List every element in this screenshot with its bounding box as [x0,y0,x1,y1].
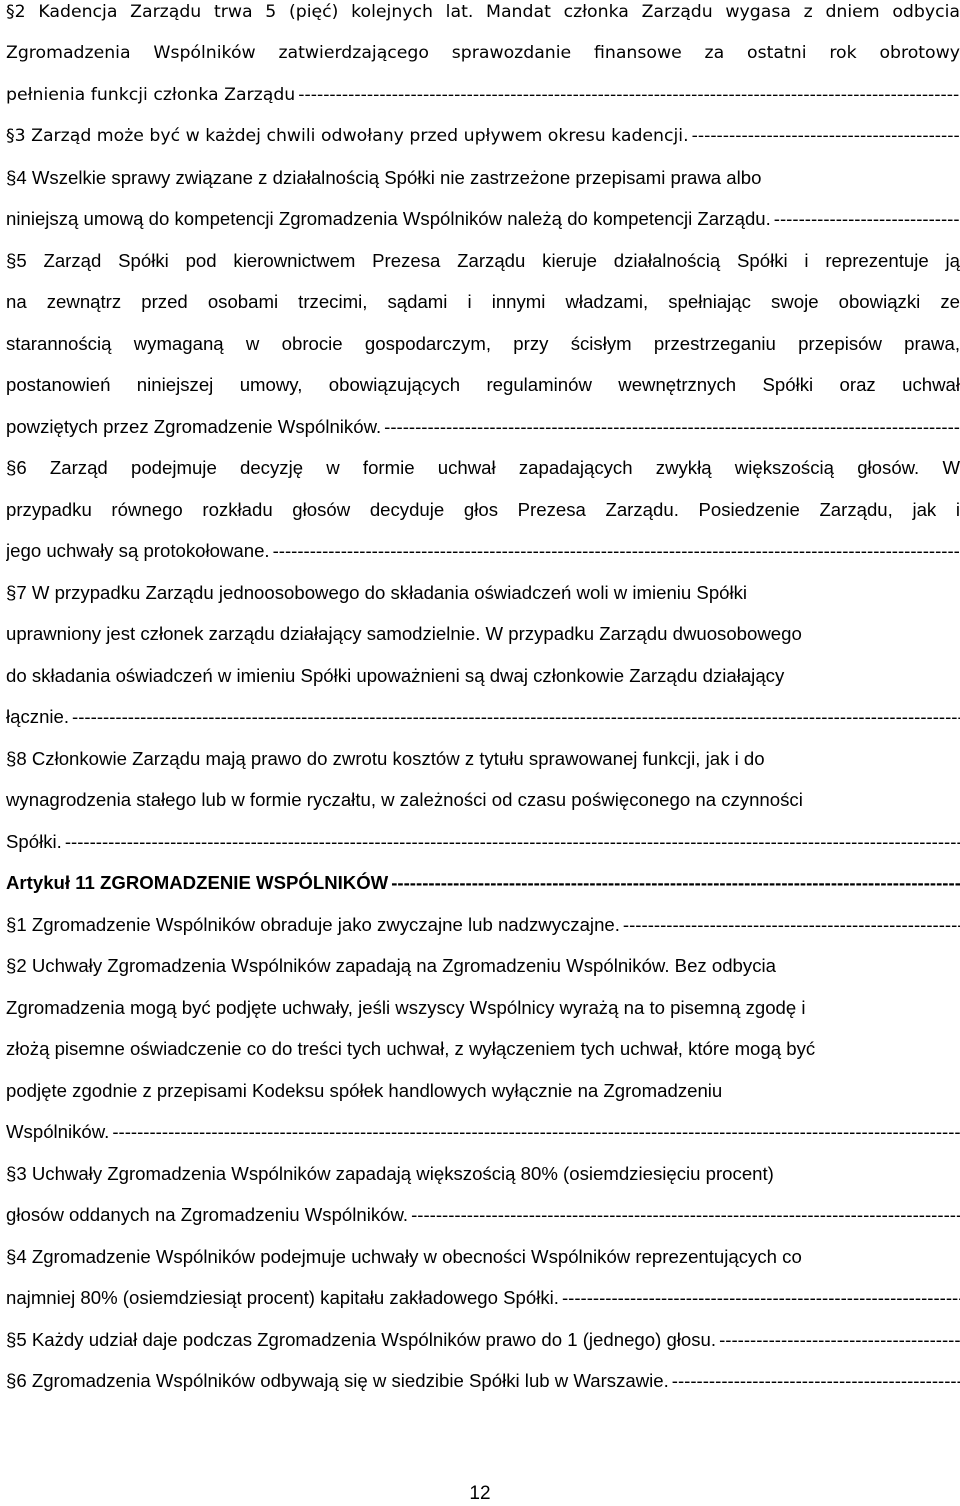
text-line: Zgromadzenia Wspólników zatwierdzającego sprawozdanie finansowe za ostatni rok obrotowy [6,43,960,63]
text-line: §3 Zarząd może być w każdej chwili odwołany przed upływem okresu kadencji. ----- [6,121,960,151]
text-line: na zewnątrz przed osobami trzecimi, sądami i innymi władzami, spełniając swoje obowiązki ze [6,291,960,312]
text-line: Spółki. ----- [6,827,960,857]
text-line: §1 Zgromadzenie Wspólników obraduje jako zwyczajne lub nadzwyczajne. ----- [6,910,960,940]
text-line: §7 W przypadku Zarządu jednoosobowego do składania oświadczeń woli w imieniu Spółki [6,582,748,603]
text-line: najmniej 80% (osiemdziesiąt procent) kapitału zakładowego Spółki. ----- [6,1283,960,1313]
text-line: złożą pisemne oświadczenie co do treści tych uchwał, z wyłączeniem tych uchwał, które mogą być [6,1038,816,1059]
text-line: §2 Uchwały Zgromadzenia Wspólników zapadają na Zgromadzeniu Wspólników. Bez odbycia [6,955,776,976]
text-line: §2 Kadencja Zarządu trwa 5 (pięć) kolejnych lat. Mandat członka Zarządu wygasa z dniem odbycia [6,2,960,22]
text-line: §8 Członkowie Zarządu mają prawo do zwrotu kosztów z tytułu sprawowanej funkcji, jak i do [6,748,765,769]
text-line: powziętych przez Zgromadzenie Wspólników. ----- [6,412,960,442]
text-line: Wspólników. ----- [6,1117,960,1147]
text-line: jego uchwały są protokołowane. ----- [6,536,960,566]
text-line: przypadku równego rozkładu głosów decyduje głos Prezesa Zarządu. Posiedzenie Zarządu, jak i [6,499,960,520]
text-line: uprawniony jest członek zarządu działający samodzielnie. W przypadku Zarządu dwuosobowego [6,623,802,644]
text-line: starannością wymaganą w obrocie gospodarczym, przy ścisłym przestrzeganiu przepisów prawa, [6,333,960,354]
text-line: §5 Każdy udział daje podczas Zgromadzenia Wspólników prawo do 1 (jednego) głosu. ----- [6,1325,960,1355]
page-number: 12 [469,1483,491,1504]
text-line: §3 Uchwały Zgromadzenia Wspólników zapadają większością 80% (osiemdziesięciu procent) [6,1163,774,1184]
article-heading: Artykuł 11 ZGROMADZENIE WSPÓLNIKÓW ----- [6,868,960,898]
text-line: podjęte zgodnie z przepisami Kodeksu spółek handlowych wyłącznie na Zgromadzeniu [6,1080,723,1101]
text-line: §4 Zgromadzenie Wspólników podejmuje uchwały w obecności Wspólników reprezentujących co [6,1246,802,1267]
text-line: §6 Zgromadzenia Wspólników odbywają się w siedzibie Spółki lub w Warszawie. ----- [6,1366,960,1396]
text-line: łącznie. ----- [6,702,960,732]
text-line: §6 Zarząd podejmuje decyzję w formie uchwał zapadających zwykłą większością głosów. W [6,457,960,478]
text-line: głosów oddanych na Zgromadzeniu Wspólników. ----- [6,1200,960,1230]
text-line: wynagrodzenia stałego lub w formie ryczałtu, w zależności od czasu poświęconego na czynności [6,789,803,810]
text-line: postanowień niniejszej umowy, obowiązujących regulaminów wewnętrznych Spółki oraz uchwał [6,374,960,395]
text-line: Zgromadzenia mogą być podjęte uchwały, jeśli wszyscy Wspólnicy wyrażą na to pisemną zgodę i [6,997,806,1018]
text-line: pełnienia funkcji członka Zarządu ----- [6,80,960,110]
text-line: do składania oświadczeń w imieniu Spółki upoważnieni są dwaj członkowie Zarządu działający [6,665,785,686]
text-line: §5 Zarząd Spółki pod kierownictwem Prezesa Zarządu kieruje działalnością Spółki i reprezentuje ją [6,250,960,271]
text-line: §4 Wszelkie sprawy związane z działalnością Spółki nie zastrzeżone przepisami prawa albo [6,167,762,188]
text-line: niniejszą umową do kompetencji Zgromadzenia Wspólników należą do kompetencji Zarządu. ----- [6,204,960,234]
